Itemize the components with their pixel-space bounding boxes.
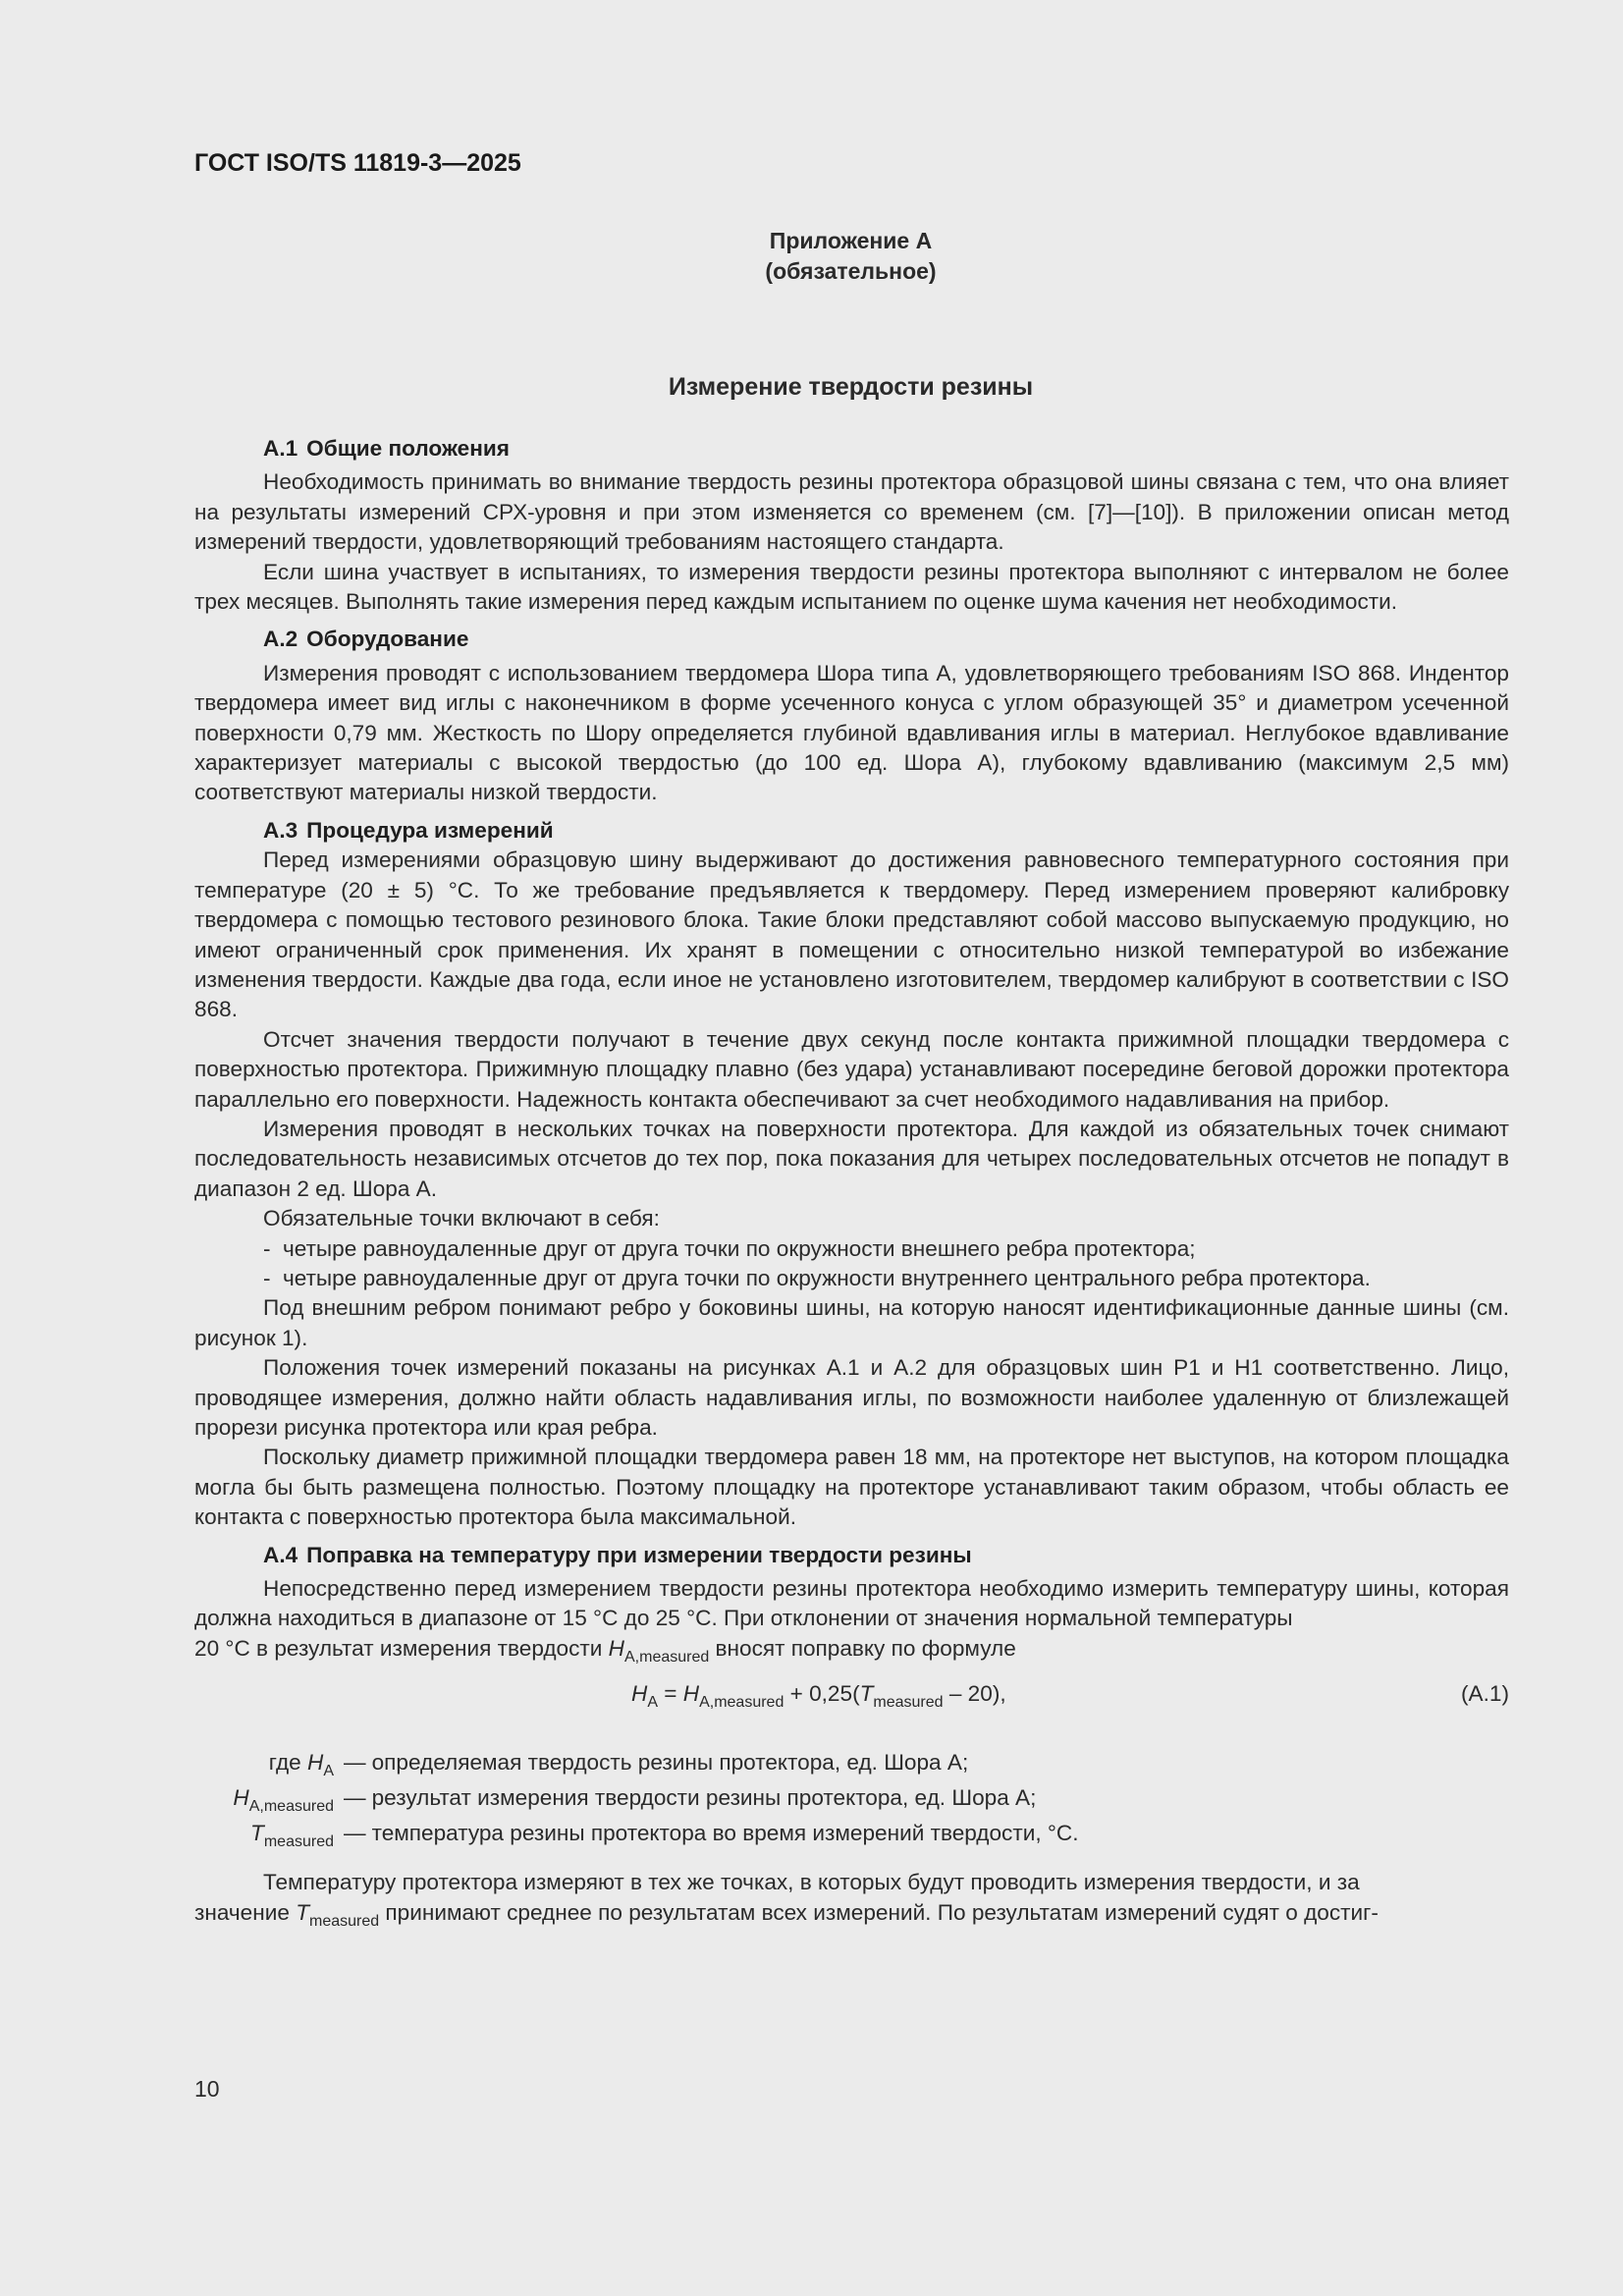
paragraph: Под внешним ребром понимают ребро у боковины шины, на которую наносят идентификационные данные шины (см. рисунок 1). — [194, 1295, 1509, 1350]
list-item: - четыре равноудаленные друг от друга точки по окружности внутреннего центрального ребра протектора. — [263, 1265, 1371, 1290]
page-number: 10 — [194, 2076, 220, 2102]
section-title: Оборудование — [306, 627, 469, 652]
list-item-text: четыре равноудаленные друг от друга точки по окружности внутреннего центрального ребра протектора. — [283, 1265, 1371, 1290]
paragraph-line: 20 °С в результат измерения твердости $H_{A,measured}$ вносят поправку по формуле — [194, 1635, 1016, 1666]
formula-legend — [194, 1748, 1509, 1854]
list-item: - четыре равноудаленные друг от друга точки по окружности внешнего ребра протектора; — [263, 1235, 1196, 1261]
paragraph-line: значение $T_{measured}$ принимают среднее по результатам всех измерений. По результатам измерений судят о достиг- — [194, 1899, 1379, 1930]
legend-row: $H_{A,measured}$ — результат измерения твердости резины протектора, ед. Шора А; — [194, 1783, 1509, 1819]
paragraph: Измерения проводят с использованием твердомера Шора типа А, удовлетворяющего требованиям ISO 868. Индентор твердомера имеет вид иглы с наконечником в форме усеченного конуса с углом образующей 35° и диаметром усеченной поверхности 0,79 мм. Жесткость по Шору определяется глубиной вдавливания иглы в материал. Неглубокое вдавливание характеризует материалы с высокой твердостью (до 100 ед. Шора А), глубокому вдавливанию (максимум 2,5 мм) соответствуют материалы низкой твердости. — [194, 660, 1509, 805]
legend-symbol: $T_{measured}$ — [250, 1821, 334, 1851]
legend-symbol: где $H_A$ — [268, 1750, 334, 1780]
formula-expression: $H_A = H_{A,measured} + 0,25(T_{measured} - 20)$, — [631, 1681, 1006, 1712]
paragraph: Отсчет значения твердости получают в течение двух секунд после контакта прижимной площадки твердомера с поверхностью протектора. Прижимную площадку плавно (без удара) устанавливают посередине беговой дорожки протектора параллельно его поверхности. Надежность контакта обеспечивают за счет необходимого надавливания на прибор. — [194, 1026, 1509, 1112]
paragraph: Обязательные точки включают в себя: — [263, 1206, 660, 1231]
section-heading-a4 — [194, 1541, 1509, 1570]
section-heading-a2 — [194, 625, 1509, 654]
paragraph: Непосредственно перед измерением твердости резины протектора необходимо измерить температуру шины, которая должна находиться в диапазоне от 15 °С до 25 °С. При отклонении от значения нормальной температуры — [194, 1576, 1509, 1631]
legend-symbol: $H_{A,measured}$ — [233, 1785, 334, 1816]
paragraph: Перед измерениями образцовую шину выдерживают до достижения равновесного температурного состояния при температуре (20 ± 5) °С. То же требование предъявляется к твердомеру. Перед измерением проверяют калибровку твердомера с помощью тестового резинового блока. Такие блоки представляют собой массово выпускаемую продукцию, но имеют ограниченный срок применения. Их хранят в помещении с относительно низкой температурой во избежание изменения твердости. Каждые два года, если иное не установлено изготовителем, твердомер калибруют в соответствии с ISO 868. — [194, 847, 1509, 1022]
document-body — [194, 434, 1509, 1928]
annex-title: Приложение А — [769, 228, 933, 253]
paragraph: Если шина участвует в испытаниях, то измерения твердости резины протектора выполняют с интервалом не более трех месяцев. Выполнять такие измерения перед каждым испытанием по оценке шума качения нет необходимости. — [194, 559, 1509, 615]
formula-number: (А.1) — [1461, 1681, 1509, 1707]
paragraph: Положения точек измерений показаны на рисунках А.1 и А.2 для образцовых шин P1 и H1 соответственно. Лицо, проводящее измерения, должно найти область надавливания иглы, по возможности наиболее удаленную от близлежащей прорези рисунка протектора или края ребра. — [194, 1355, 1509, 1440]
legend-text: температура резины протектора во время измерений твердости, °С. — [371, 1821, 1079, 1846]
annex-subject-title: Измерение твердости резины — [668, 373, 1034, 401]
paragraph: Температуру протектора измеряют в тех же точках, в которых будут проводить измерения твердости, и за — [263, 1870, 1360, 1895]
paragraph: Поскольку диаметр прижимной площадки твердомера равен 18 мм, на протекторе нет выступов, на котором площадка могла бы быть размещена полностью. Поэтому площадку на протекторе устанавливают таким образом, чтобы область ее контакта с поверхностью протектора была максимальной. — [194, 1445, 1509, 1530]
section-title: Процедура измерений — [306, 817, 554, 843]
section-heading-a1 — [194, 434, 1509, 464]
annex-status: (обязательное) — [765, 258, 937, 284]
section-number: А.3 — [263, 817, 298, 843]
section-title: Поправка на температуру при измерении твердости резины — [306, 1542, 972, 1567]
formula-a1 — [194, 1673, 1509, 1736]
paragraph: Измерения проводят в нескольких точках на поверхности протектора. Для каждой из обязательных точек снимают последовательность независимых отсчетов до тех пор, пока показания для четырех последовательных отсчетов не попадут в диапазон 2 ед. Шора А. — [194, 1116, 1509, 1201]
section-number: А.2 — [263, 627, 298, 652]
paragraph: Необходимость принимать во внимание твердость резины протектора образцовой шины связана с тем, что она влияет на результаты измерений СРХ-уровня и при этом изменяется со временем (см. [7]—[10]). В приложении описан метод измерений твердости, удовлетворяющий требованиям настоящего стандарта. — [194, 469, 1509, 555]
document-header: ГОСТ ISO/TS 11819-3—2025 — [194, 149, 521, 177]
legend-text: определяемая твердость резины протектора, ед. Шора А; — [371, 1750, 969, 1776]
section-title: Общие положения — [306, 436, 510, 461]
list-item-text: четыре равноудаленные друг от друга точки по окружности внешнего ребра протектора; — [283, 1235, 1196, 1261]
legend-text: результат измерения твердости резины протектора, ед. Шора А; — [371, 1785, 1037, 1811]
legend-row: $T_{measured}$ — температура резины протектора во время измерений твердости, °С. — [194, 1819, 1509, 1854]
section-number: А.4 — [263, 1542, 298, 1567]
section-number: А.1 — [263, 436, 298, 461]
legend-row: где $H_A$ — определяемая твердость резины протектора, ед. Шора А; — [194, 1748, 1509, 1783]
annex-heading — [0, 226, 1623, 287]
section-heading-a3 — [194, 816, 1509, 846]
